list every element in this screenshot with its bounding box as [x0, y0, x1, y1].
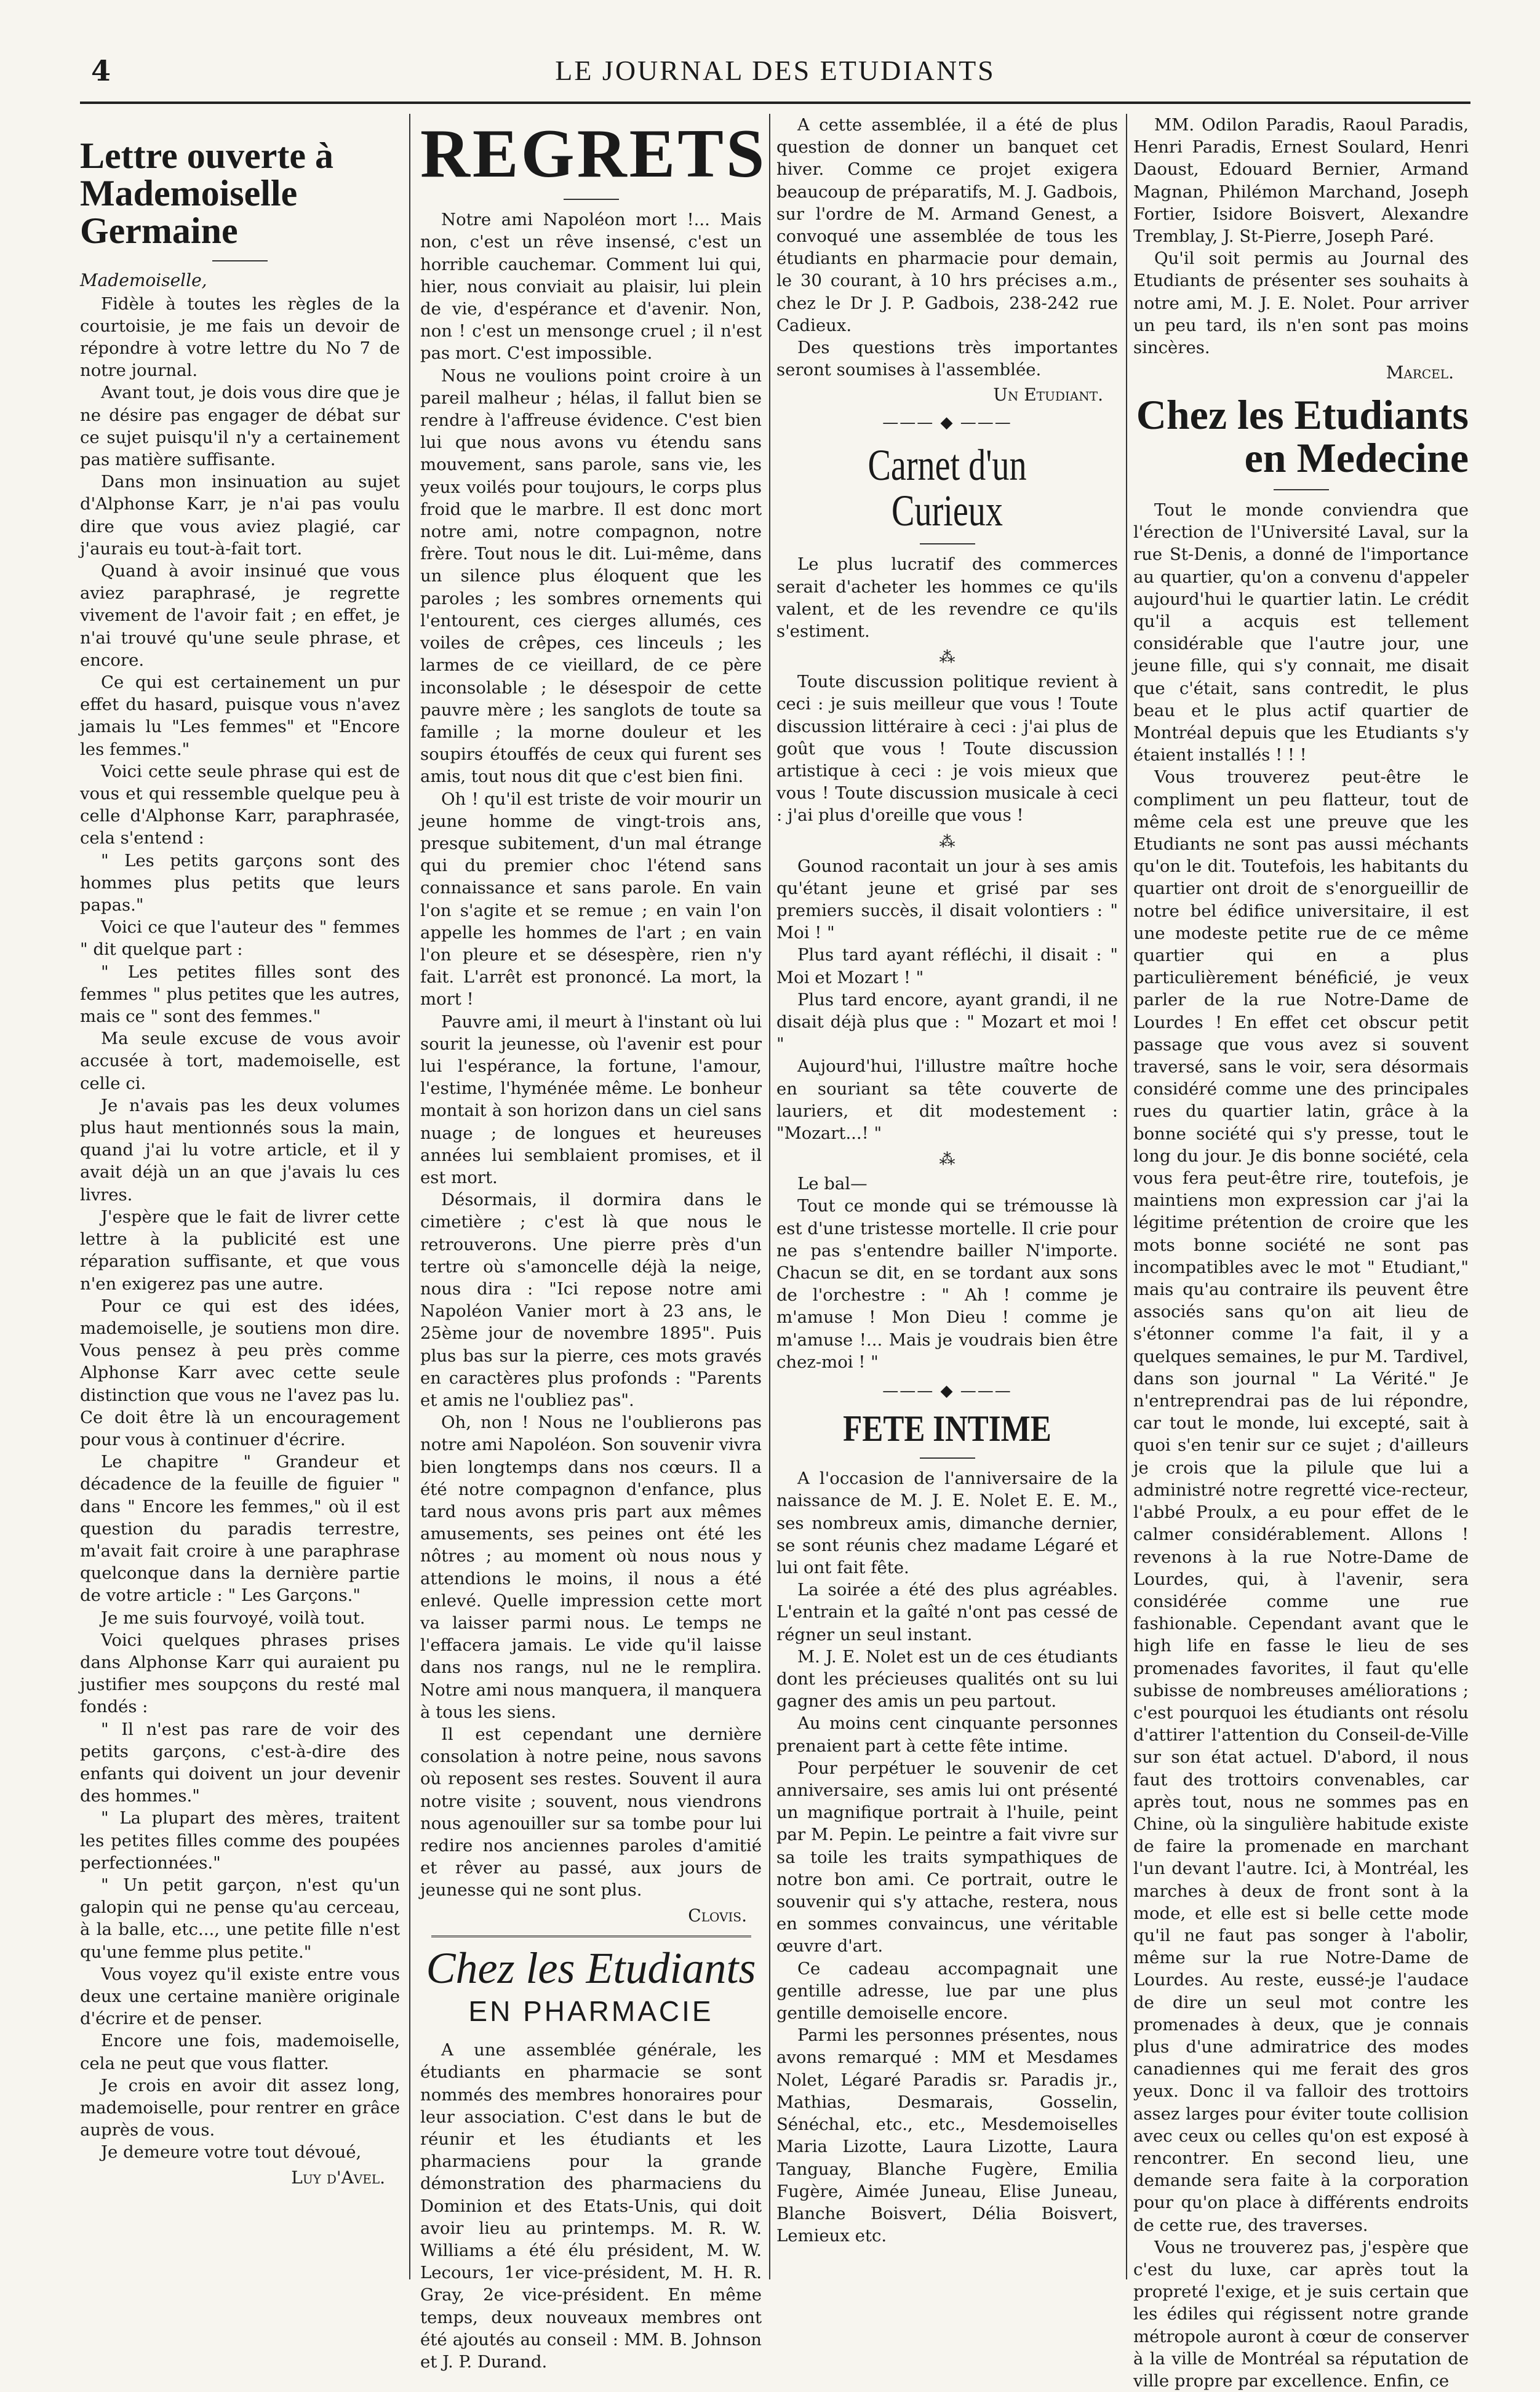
paragraph: J'espère que le fait de livrer cette lettre à la publicité est une réparation suffisante, et que vous n'en exigerez pas une autre. — [80, 1206, 400, 1294]
title-rule — [212, 260, 268, 261]
fete-body-1 — [776, 1467, 1118, 2247]
paragraph: Parmi les personnes présentes, nous avons remarqué : MM et Mesdames Nolet, Légaré Paradis sr. Paradis jr., Mathias, Desmarais, Gosselin, Sénéchal, etc., etc., Mesdemoiselles Maria Lizotte, Laura Lizotte, Laura Tanguay, Blanche Fugère, Emilia Fugère, Aimée Juneau, Elise Juneau, Blanche Boisvert, Délia Boisvert, Lemieux etc. — [776, 2025, 1118, 2246]
paragraph: Pauvre ami, il meurt à l'instant où lui sourit la jeunesse, où l'avenir est pour lui l'espérance, la fortune, l'amour, l'estime, l'hyménée même. Le bonheur montait à son horizon dans un ciel sans nuage ; de longues et heureuses années lui semblaient promises, et il est mort. — [420, 1011, 762, 1187]
paragraph: Le plus lucratif des commerces serait d'acheter les hommes ce qu'ils valent, et de les revendre ce qu'ils s'estiment. — [776, 554, 1118, 641]
paragraph: Encore une fois, mademoiselle, cela ne peut que vous flatter. — [80, 2031, 400, 2073]
section-rule — [431, 1936, 751, 1937]
paragraph: A une assemblée générale, les étudiants en pharmacie se sont nommés des membres honoraires pour leur association. C'est dans le but de réunir et les étudiants et les pharmaciens pour la grande démonstration des pharmaciens du Dominion et des Etats-Unis, qui doit avoir lieu au printemps. M. R. W. Williams a été élu président, M. W. Lecours, 1er vice-président, M. H. R. Gray, 2e vice-président. En même temps, deux nouveaux membres ont été ajoutés au conseil : MM. B. Johnson et J. P. Durand. — [420, 2040, 762, 2372]
carnet-body-c — [776, 855, 1118, 1145]
lettre-body — [80, 293, 400, 2164]
lettre-salutation: Mademoiselle, — [80, 269, 207, 290]
paragraph: Je n'avais pas les deux volumes plus haut mentionnés sous la main, quand j'ai lu votre article, et il y avait déjà un an que j'avais lu ces livres. — [80, 1095, 400, 1205]
paragraph: Plus tard encore, ayant grandi, il ne disait déjà plus que : " Mozart et moi ! " — [776, 989, 1118, 1054]
fete-title: FETE INTIME — [843, 1408, 1051, 1449]
paragraph: Vous ne trouverez pas, j'espère que c'est du luxe, car après tout la propreté l'exige, et je suis certain que les édiles qui régissent notre grande métropole auront à cœur de conserver à la ville de Montréal sa réputation de ville propre par excellence. Enfin, ce — [1133, 2237, 1469, 2391]
carnet-body-b — [776, 671, 1118, 826]
paragraph: Oh, non ! Nous ne l'oublierons pas notre ami Napoléon. Son souvenir vivra bien longtemps dans nos cœurs. Il a été notre compagnon d'enfance, plus tard nous avons pris part aux mêmes amusements, ses peines ont été les nôtres ; au moment où nous nous y attendions le moins, il nous a été enlevé. Quelle impression cette mort va laisser parmi nous. Le temps ne l'effacera jamais. Le vide qu'il laisse dans nos rangs, nul ne le remplira. Notre ami nous manquera, il manquera à tous les siens. — [420, 1413, 762, 1722]
paragraph: Quand à avoir insinué que vous aviez paraphrasé, je regrette vivement de l'avoir fait ; en effet, je n'ai trouvé qu'une seule phrase, et encore. — [80, 561, 400, 670]
regrets-title: REGRETS — [420, 116, 767, 192]
column-1 — [80, 114, 400, 2279]
paragraph: Au moins cent cinquante personnes prenaient part à cette fête intime. — [776, 1713, 1118, 1756]
paragraph: La soirée a été des plus agréables. L'entrain et la gaîté n'ont pas cessé de régner un seul instant. — [776, 1580, 1118, 1644]
paragraph: Je demeure votre tout dévoué, — [101, 2142, 362, 2163]
regrets-signature: Clovis. — [688, 1905, 747, 1926]
paragraph: Qu'il soit permis au Journal des Etudiants de présenter ses souhaits à notre ami, M. J. E. Nolet. Pour arriver un peu tard, ils n'en sont pas moins sincères. — [1133, 249, 1469, 358]
paragraph: Fidèle à toutes les règles de la courtoisie, je me fais un devoir de répondre à votre lettre du No 7 de notre journal. — [80, 293, 400, 381]
paragraph: Tout le monde conviendra que l'érection de l'Université Laval, sur la rue St-Denis, a donné de l'importance au quartier, qu'on a convenu d'appeler aujourd'hui le quartier latin. Le crédit qu'il a acquis est tellement considérable que l'autre jour, une jeune fille, qui s'y connait, me disait que c'était, sans contredit, le plus beau et le plus actif quartier de Montréal depuis que les Etudiants s'y étaient installés ! ! ! — [1133, 500, 1469, 765]
fete-body-2 — [1133, 114, 1469, 359]
paragraph: Ce cadeau accompagnait une gentille adresse, lue par une plus gentille demoiselle encore. — [776, 1958, 1118, 2023]
asterism: ⁂ — [939, 648, 956, 668]
paragraph: Ce qui est certainement un pur effet du hasard, puisque vous n'avez jamais lu "Les femmes" et "Encore les femmes." — [80, 672, 400, 759]
pharmacie-body-2 — [776, 114, 1118, 381]
masthead — [74, 43, 1477, 98]
carnet-body-d — [776, 1173, 1118, 1373]
medecine-body — [1133, 499, 1469, 2392]
paragraph: Pour perpétuer le souvenir de cet anniversaire, ses amis lui ont présenté un magnifique portrait à l'huile, peint par M. Pepin. Le peintre a fait vivre sur sa toile les traits sympathiques de notre bon ami. Ce portrait, outre le souvenir qui s'y attache, restera, nous en sommes convaincus, une véritable œuvre d'art. — [776, 1758, 1118, 1956]
paragraph: " Il n'est pas rare de voir des petits garçons, c'est-à-dire des enfants qui doivent un jour devenir des hommes." — [80, 1719, 400, 1806]
paragraph: Oh ! qu'il est triste de voir mourir un jeune homme de vingt-trois ans, presque subitement, d'un mal étrange qui du premier choc l'étend sans connaissance et sans parole. En vain l'on s'agite et se remue ; en vain l'on appelle les hommes de l'art ; en vain l'on pleure et se désespère, rien n'y fait. L'arrêt est prononcé. La mort, la mort ! — [420, 789, 762, 1010]
paragraph: Dans mon insinuation au sujet d'Alphonse Karr, je n'ai pas voulu dire que vous aviez plagié, car j'aurais eu tout-à-fait tort. — [80, 472, 400, 559]
paragraph: " Un petit garçon, n'est qu'un galopin qui ne pense qu'au cerceau, à la balle, etc..., une petite fille n'est qu'une femme plus petite." — [80, 1875, 400, 1962]
pharmacie-subtitle: EN PHARMACIE — [468, 1995, 714, 2028]
title-rule — [920, 1457, 975, 1459]
paragraph: Voici cette seule phrase qui est de vous et qui ressemble quelque peu à celle d'Alphonse Karr, paraphrasée, cela s'entend : — [80, 761, 400, 848]
carnet-body-a — [776, 553, 1118, 642]
paper-title: LE JOURNAL DES ETUDIANTS — [555, 55, 995, 86]
paragraph: Vous voyez qu'il existe entre vous deux une certaine manière originale d'écrire et de penser. — [80, 1964, 400, 2029]
paragraph: A cette assemblée, il a été de plus question de donner un banquet cet hiver. Comme ce projet exigera beaucoup de préparatifs, M. J. Gadbois, sur l'ordre de M. Armand Genest, a convoqué une assemblée de tous les étudiants en pharmacie pour demain, le 30 courant, à 10 hrs précises a.m., chez le Dr J. P. Gadbois, 238-242 rue Cadieux. — [776, 115, 1118, 335]
paragraph: Le bal— — [797, 1174, 868, 1194]
paragraph: Toute discussion politique revient à ceci : je suis meilleur que vous ! Toute discussion littéraire à ceci : j'ai plus de goût que vous ! Toute discussion artistique à ceci : je vois mieux que vous ! Toute discussion musicale à ceci : j'ai plus d'oreille que vous ! — [776, 672, 1118, 826]
paragraph: Je me suis fourvoyé, voilà tout. — [101, 1608, 365, 1628]
paragraph: Notre ami Napoléon mort !... Mais non, c'est un rêve insensé, c'est un horrible cauchemar. Comment lui qui, hier, nous conviait au plaisir, lui plein de vie, d'espérance et d'avenir. Non, non ! c'est un mensonge cruel ; il n'est pas mort. C'est impossible. — [420, 210, 762, 364]
paragraph: " La plupart des mères, traitent les petites filles comme des poupées perfectionnées." — [80, 1808, 400, 1873]
paragraph: Désormais, il dormira dans le cimetière ; c'est là que nous le retrouverons. Une pierre près d'un tertre où s'amoncelle déjà la neige, nous dira : "Ici repose notre ami Napoléon Vanier mort à 23 ans, le 25ème jour de novembre 1895". Puis plus bas sur la pierre, ces mots gravés en caractères plus profonds : "Parents et amis ne l'oubliez pas". — [420, 1190, 762, 1410]
paragraph: Pour ce qui est des idées, mademoiselle, je soutiens mon dire. Vous pensez à peu près comme Alphonse Karr avec cette seule distinction que vous ne l'avez pas lu. Ce doit être là un encouragement pour vous à continuer d'écrire. — [80, 1296, 400, 1449]
lettre-signature: Luy d'Avel. — [291, 2167, 385, 2188]
medecine-title: Chez les Etudiants en Medecine — [1136, 391, 1469, 481]
paragraph: MM. Odilon Paradis, Raoul Paradis, Henri Paradis, Ernest Soulard, Henri Daoust, Edouard Bernier, Armand Magnan, Philémon Marchand, Joseph Fortier, Isidore Boisvert, Alexandre Tremblay, J. St-Pierre, Joseph Paré. — [1133, 115, 1469, 247]
paragraph: Le chapitre " Grandeur et décadence de la feuille de figuier " dans " Encore les femmes," où il est question du paradis terrestre, m'avait fait croire à une paraphrase quelconque dans la dernière partie de votre article : " Les Garçons." — [80, 1452, 400, 1606]
title-rule — [1274, 489, 1329, 490]
pharmacie-body-1 — [420, 2039, 762, 2373]
paragraph: Des questions très importantes seront soumises à l'assemblée. — [776, 338, 1118, 380]
fete-signature: Marcel. — [1386, 362, 1454, 383]
masthead-rule — [80, 102, 1470, 104]
column-divider — [1126, 114, 1127, 2279]
paragraph: Gounod racontait un jour à ses amis qu'étant jeune et grisé par ses premiers succès, il disait volontiers : " Moi ! " — [776, 856, 1118, 943]
carnet-title: Carnet d'un Curieux — [868, 441, 1027, 535]
column-3 — [776, 114, 1118, 2279]
paragraph: Aujourd'hui, l'illustre maître hoche en souriant sa tête couverte de lauriers, et dit modestement : "Mozart...! " — [776, 1056, 1118, 1143]
page-number: 4 — [91, 54, 111, 87]
paragraph: M. J. E. Nolet est un de ces étudiants dont les précieuses qualités ont su lui gagner des amis un peu partout. — [776, 1646, 1118, 1712]
paragraph: Voici ce que l'auteur des " femmes " dit quelque part : — [80, 917, 400, 960]
column-2 — [420, 114, 767, 2372]
pharmacie-signature: Un Etudiant. — [993, 385, 1103, 405]
paragraph: Il est cependant une dernière consolation à notre peine, nous savons où reposent ses restes. Souvent il aura notre visite ; souvent, nous viendrons nous agenouiller sur sa tombe pour lui redire nos anciennes paroles d'amitié et rêver au passé, aux jours de jeunesse qui ne sont plus. — [420, 1724, 762, 1900]
title-rule — [564, 199, 619, 200]
asterism: ⁂ — [939, 1150, 956, 1170]
column-4 — [1133, 114, 1469, 2391]
paragraph: Plus tard ayant réfléchi, il disait : " Moi et Mozart ! " — [776, 945, 1118, 987]
ornament-rule: ——— ◆ ——— — [882, 413, 1012, 433]
paragraph: Avant tout, je dois vous dire que je ne désire pas engager de débat sur ce sujet puisqu'il n'y a certainement pas matière suffisante. — [80, 383, 400, 469]
lettre-title: Lettre ouverte à Mademoiselle Germaine — [80, 135, 334, 252]
paragraph: Tout ce monde qui se trémousse là est d'une tristesse mortelle. Il crie pour ne pas s'entendre bailler N'importe. Chacun se dit, en se tordant aux sons de l'orchestre : " Ah ! comme je m'amuse ! Mon Dieu ! comme je m'amuse !... Mais je voudrais bien être chez-moi ! " — [776, 1196, 1118, 1372]
ornament-rule: ——— ◆ ——— — [882, 1382, 1012, 1401]
paragraph: Je crois en avoir dit assez long, mademoiselle, pour rentrer en grâce auprès de vous. — [80, 2075, 400, 2140]
regrets-body — [420, 209, 762, 1901]
paragraph: A l'occasion de l'anniversaire de la naissance de M. J. E. Nolet E. E. M., ses nombreux amis, dimanche dernier, se sont réunis chez madame Légaré et lui ont fait fête. — [776, 1469, 1118, 1578]
paragraph: Voici quelques phrases prises dans Alphonse Karr qui auraient pu justifier mes soupçons du resté mal fondés : — [80, 1630, 400, 1717]
paragraph: " Les petites filles sont des femmes " plus petites que les autres, mais ce " sont des femmes." — [80, 962, 400, 1027]
paragraph: " Les petits garçons sont des hommes plus petits que leurs papas." — [80, 850, 400, 915]
title-rule — [920, 543, 975, 544]
column-divider — [409, 114, 410, 2279]
paragraph: Ma seule excuse de vous avoir accusée à tort, mademoiselle, est celle ci. — [80, 1029, 400, 1093]
pharmacie-title: Chez les Etudiants — [426, 1943, 756, 1993]
column-divider — [769, 114, 770, 2279]
asterism: ⁂ — [939, 832, 956, 851]
paragraph: Vous trouverez peut-être le compliment un peu flatteur, tout de même cela est une preuve que les Etudiants ne sont pas aussi méchants qu'on le dit. Toutefois, les habitants du quartier ont droit de s'enorgueillir de notre bel édifice universitaire, il est une modeste petite rue de ce même quartier qui en a plus particulièrement bénéficié, je veux parler de la rue Notre-Dame de Lourdes ! En effet cet obscur petit passage que vous avez si souvent traversé, sans le voir, sera désormais considéré comme une des principales rues du quartier latin, grâce à la bonne société qui s'y presse, tout le long du jour. Je dis bonne société, cela vous fera peut-être rire, toutefois, je maintiens mon expression car j'ai la légitime prétention de croire que les mots bonne société ne sont pas incompatibles avec le mot " Etudiant," mais qu'au contraire ils peuvent être associés sans qu'on ait lieu de s'étonner comme l'a fait, il y a quelques semaines, le pur M. Tardivel, dans son journal " La Vérité." Je n'entreprendrai pas de lui répondre, car tout le monde, lui excepté, sait à quoi s'en tenir sur ce sujet ; d'ailleurs je crois que la pilule que lui a administré notre regretté vice-recteur, l'abbé Proulx, a eu pour effet de le calmer considérablement. Allons ! revenons à la rue Notre-Dame de Lourdes, qui, à l'avenir, sera considérée comme une rue fashionable. Cependant avant que le high life en fasse le lieu de ses promenades favorites, il faut qu'elle subisse de nombreuses améliorations ; c'est pourquoi les étudiants ont résolu d'attirer l'attention du Conseil-de-Ville sur son état actuel. D'abord, il nous faut des trottoirs convenables, car après tout, nous ne sommes pas en Chine, où la singulière habitude existe de faire la promenade en marchant l'un devant l'autre. Ici, à Montréal, les marches à deux de front sont à la mode, et elle est si belle cette mode qu'il ne faut pas songer à l'abolir, même sur la rue Notre-Dame de Lourdes. Au reste, eussé-je l'audace de dire un seul mot contre les promenades à deux, que je connais plus d'une admiratrice des modes canadiennes qui me ferait des gros yeux. Donc il va falloir des trottoirs assez larges pour éviter toute collision avec ceux ou celles qu'on est exposé à rencontrer. En second lieu, une demande sera faite à la corporation pour qu'on place à différents endroits de cette rue, des traverses. — [1133, 767, 1469, 2235]
paragraph: Nous ne voulions point croire à un pareil malheur ; hélas, il fallut bien se rendre à l'affreuse évidence. C'est bien lui que nous avons vu étendu sans mouvement, sans parole, sans vie, les yeux voilés pour toujours, le corps plus froid que le marbre. Il est donc mort notre ami, notre compagnon, notre frère. Tout nous le dit. Lui-même, dans un silence plus éloquent que les paroles ; les sombres ornements qui l'entourent, ces cierges allumés, ces voiles de crêpes, ces linceuls ; les larmes de ce vieillard, de ce père inconsolable ; le désespoir de cette pauvre mère ; les sanglots de toute sa famille ; la morne douleur et les soupirs étouffés de ceux qui furent ses amis, tout nous dit que c'est bien fini. — [420, 365, 762, 787]
